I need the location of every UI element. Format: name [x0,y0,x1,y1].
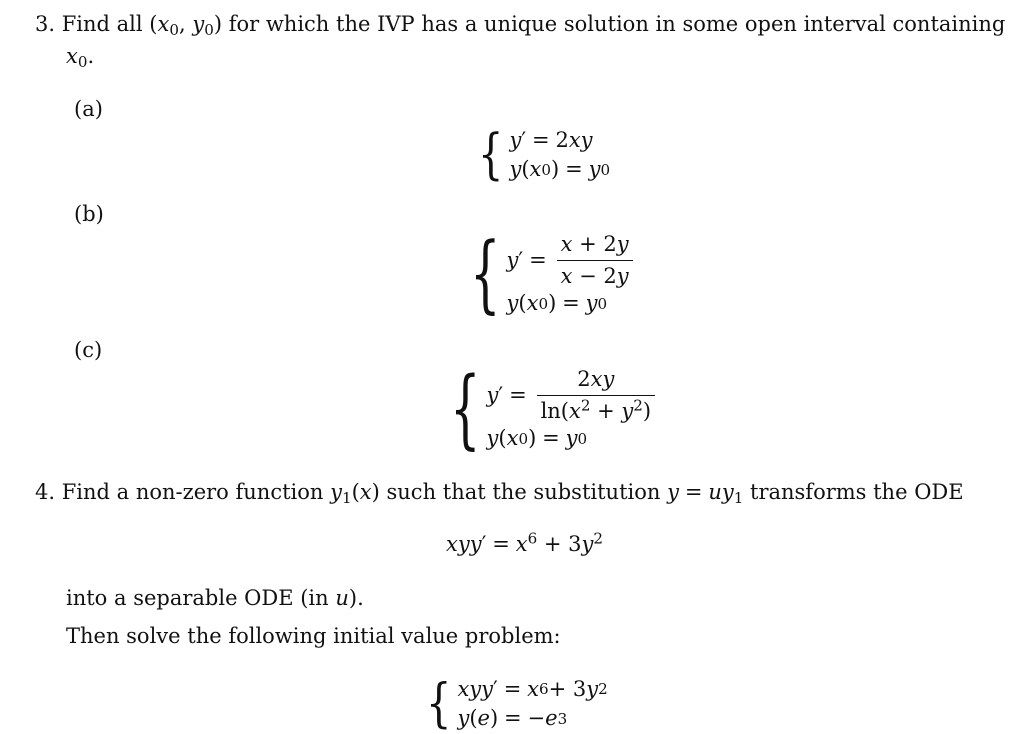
problem-4-number: 4. [35,480,56,504]
problem-3-number: 3. [35,12,56,36]
problem-4-statement [35,480,964,507]
left-brace-icon: { [478,123,504,187]
part-a-label: (a) [74,97,103,121]
system-b [470,225,637,323]
fraction-c-numerator: 2xy [577,366,615,391]
fraction-c [537,367,656,424]
problem-4-text3: Then solve the following initial value problem: [66,624,561,648]
system-a-eq2: y ( x 0 ) = y 0 [509,157,611,181]
problem-3-text-line2: $x_0$. [66,44,95,71]
system-b-eq1: y ′ = $\frac{x + 2y}{x - 2y}$ [507,232,637,289]
ivp-system [426,674,608,734]
part-c-label: (c) [74,338,103,362]
problem-4-text: Find a non-zero function $y_1(x)$ such that the substitution $y = uy_1$ transforms the ODE [61,480,964,507]
ivp-eq2: y ( e ) = − e 3 [457,706,568,730]
ivp-eq1: xyy ′ = x 6 + 3 y 2 [457,676,608,701]
system-c-eq2: y ( x 0 ) = y 0 [486,426,588,451]
problem-3-text-start: Find all ($x_0$, $y_0$) for which the IVP has a unique solution in some open interval containing [61,12,1006,39]
system-c [450,358,659,460]
left-brace-icon: { [470,225,501,323]
fraction-b-denominator: x − 2y [557,260,633,289]
system-a-eq1: y ′ = 2 xy [509,127,593,152]
system-b-eq2: y ( x 0 ) = y 0 [506,291,608,316]
fraction-c-denominator: $\ln(x^2 + y^2)$ [537,395,656,424]
left-brace-icon: { [426,674,452,734]
fraction-b-numerator: x + 2y [560,231,629,256]
fraction-b [557,232,633,289]
left-brace-icon: { [450,358,481,460]
problem-4-ode: $xyy' = x^6 + 3y^2$ [446,529,603,556]
system-a [478,124,610,186]
problem-4-text2: into a separable ODE (in u). [66,586,364,610]
part-b-label: (b) [74,202,104,226]
problem-3-statement [35,12,1005,39]
system-c-eq1: y ′ = $\frac{2xy}{\ln(x^2 + y^2)}$ [487,367,660,424]
